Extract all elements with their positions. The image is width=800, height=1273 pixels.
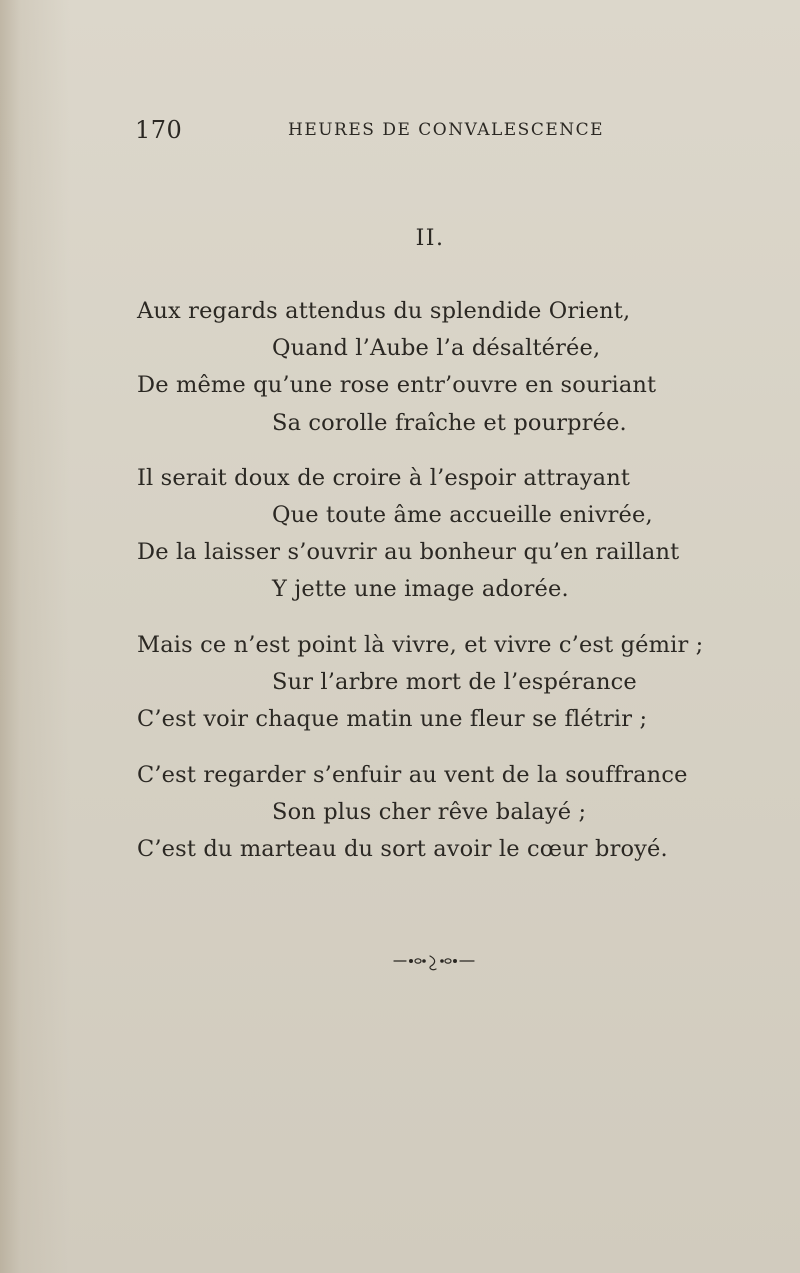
section-number: II. (415, 226, 445, 251)
tailpiece-ornament-icon (392, 950, 476, 972)
page-number: 170 (135, 116, 183, 144)
running-title: HEURES DE CONVALESCENCE (288, 120, 605, 140)
poem-line: C’est regarder s’enfuir au vent de la souffrance (137, 762, 688, 788)
poem-line: Aux regards attendus du splendide Orient, (137, 298, 631, 324)
poem-line: De même qu’une rose entr’ouvre en souriant (137, 372, 657, 398)
poem-line: Sa corolle fraîche et pourprée. (272, 410, 627, 436)
poem-line: C’est du marteau du sort avoir le cœur broyé. (137, 836, 668, 862)
poem-line: C’est voir chaque matin une fleur se flétrir ; (137, 706, 648, 732)
poem-line: De la laisser s’ouvrir au bonheur qu’en raillant (137, 539, 680, 565)
poem-line: Il serait doux de croire à l’espoir attrayant (137, 465, 631, 491)
poem-line: Y jette une image adorée. (272, 576, 569, 602)
poem-line: Son plus cher rêve balayé ; (272, 799, 587, 825)
poem-line: Que toute âme accueille enivrée, (272, 502, 653, 528)
poem-line: Sur l’arbre mort de l’espérance (272, 669, 637, 695)
poem-line: Quand l’Aube l’a désaltérée, (272, 335, 601, 361)
poem-line: Mais ce n’est point là vivre, et vivre c’est gémir ; (137, 632, 704, 658)
